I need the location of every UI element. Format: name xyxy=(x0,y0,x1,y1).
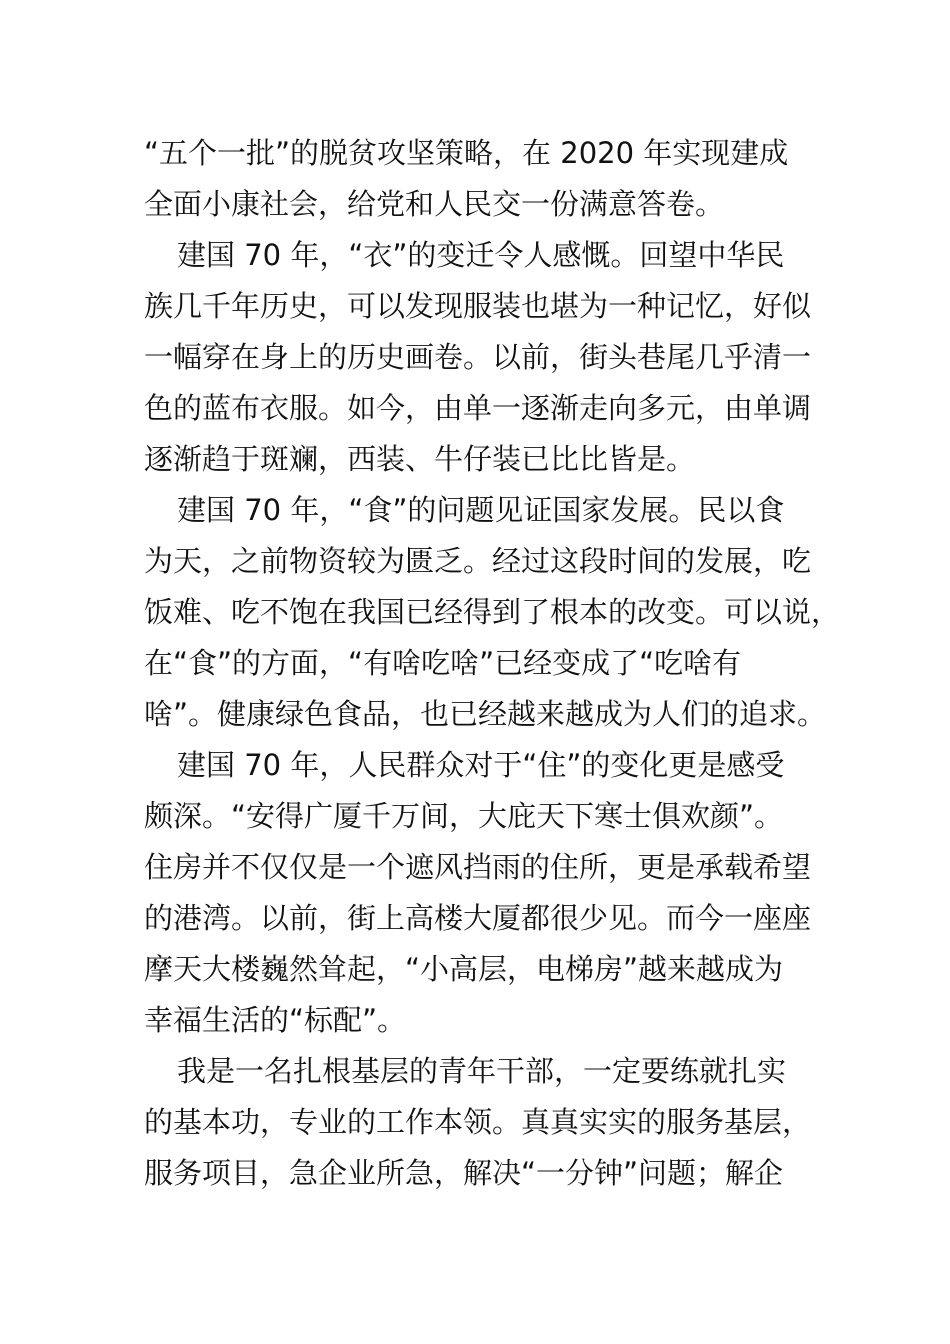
paragraph-1 xyxy=(144,128,834,230)
paragraph-line: 在“食”的方面，“有啥吃啥”已经变成了“吃啥有 xyxy=(144,646,742,680)
paragraph-line: 住房并不仅仅是一个遮风挡雨的住所，更是承载希望 xyxy=(144,850,812,884)
paragraph-line: 的港湾。以前，街上高楼大厦都很少见。而今一座座 xyxy=(144,901,812,935)
paragraph-line: 逐渐趋于斑斓，西装、牛仔装已比比皆是。 xyxy=(144,442,696,476)
paragraph-line: 建国 70 年，“衣”的变迁令人感慨。回望中华民 xyxy=(177,238,785,272)
paragraph-line: 一幅穿在身上的历史画卷。以前，街头巷尾几乎清一 xyxy=(144,340,812,374)
paragraph-line: 的基本功，专业的工作本领。真真实实的服务基层， xyxy=(144,1105,812,1139)
paragraph-line: 幸福生活的“标配”。 xyxy=(144,1003,407,1037)
paragraph-line: 服务项目，急企业所急，解决“一分钟”问题；解企 xyxy=(144,1156,784,1190)
paragraph-3 xyxy=(144,485,841,740)
document-body xyxy=(144,128,841,1199)
paragraph-line: 饭难、吃不饱在我国已经得到了根本的改变。可以说， xyxy=(144,595,841,629)
paragraph-4 xyxy=(144,740,834,1046)
paragraph-line: 为天，之前物资较为匮乏。经过这段时间的发展，吃 xyxy=(144,544,812,578)
paragraph-line: 颇深。“安得广厦千万间，大庇天下寒士俱欢颜”。 xyxy=(144,799,784,833)
paragraph-line: 色的蓝布衣服。如今，由单一逐渐走向多元，由单调 xyxy=(144,391,812,425)
paragraph-2 xyxy=(144,230,834,485)
paragraph-line: 全面小康社会，给党和人民交一份满意答卷。 xyxy=(144,187,725,221)
paragraph-line: 建国 70 年，人民群众对于“住”的变化更是感受 xyxy=(177,748,785,782)
paragraph-5 xyxy=(144,1046,834,1199)
paragraph-line: 啥”。健康绿色食品，也已经越来越成为人们的追求。 xyxy=(144,697,827,731)
paragraph-line: “五个一批”的脱贫攻坚策略，在 2020 年实现建成 xyxy=(144,136,789,170)
paragraph-line: 族几千年历史，可以发现服装也堪为一种记忆，好似 xyxy=(144,289,812,323)
paragraph-line: 建国 70 年，“食”的问题见证国家发展。民以食 xyxy=(177,493,785,527)
paragraph-line: 我是一名扎根基层的青年干部，一定要练就扎实 xyxy=(177,1054,787,1088)
paragraph-line: 摩天大楼巍然耸起，“小高层，电梯房”越来越成为 xyxy=(144,952,784,986)
